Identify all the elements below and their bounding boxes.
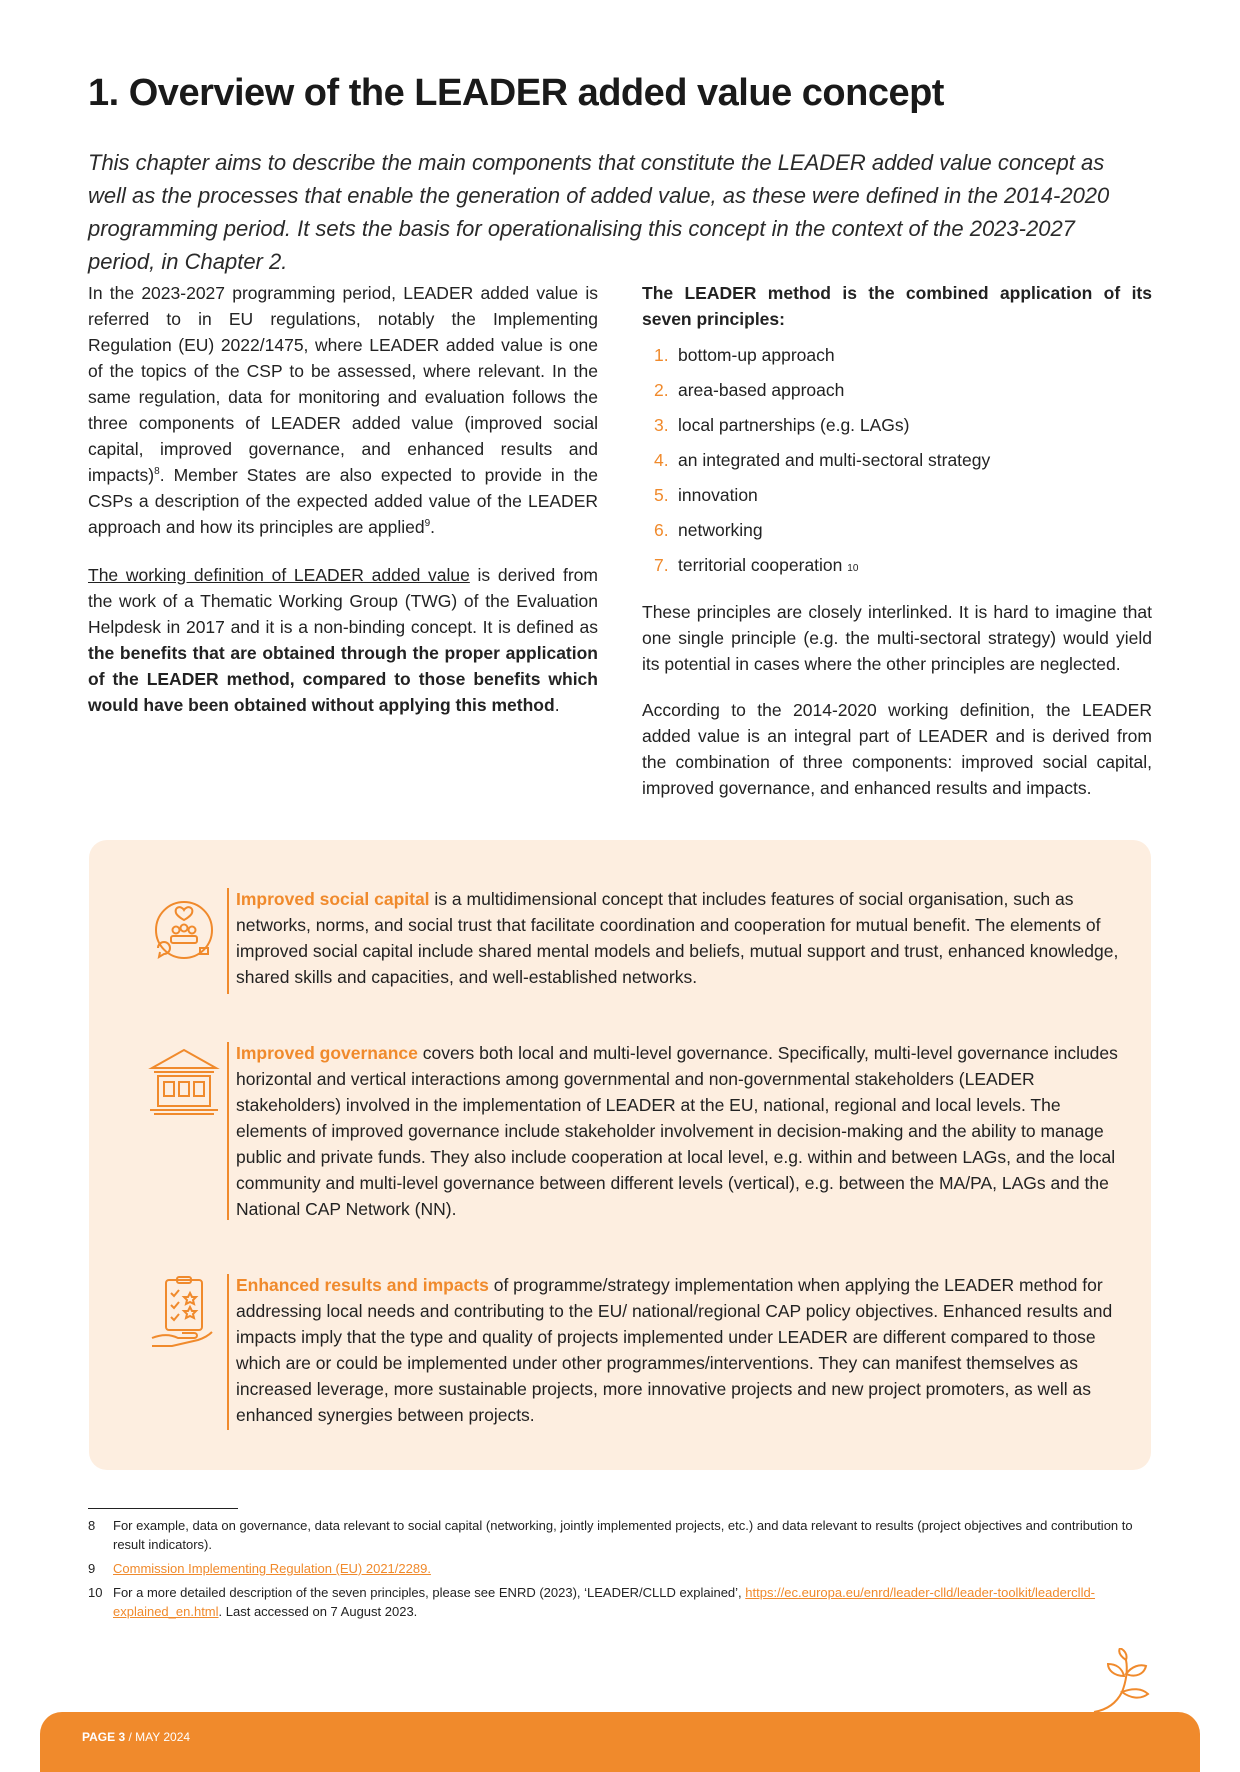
term-governance: Improved governance [236,1043,418,1063]
accent-bar [227,1042,229,1220]
principle-item: 1. bottom-up approach [654,345,835,365]
component-social-capital [146,886,1122,996]
left-column [88,280,598,734]
footnote-ref-9[interactable]: 9 [424,518,431,530]
page-number: PAGE 3 [82,1730,126,1744]
principles-list [642,342,1152,587]
paragraph-components: According to the 2014-2020 working definition, the LEADER added value is an integral part of LEADER and is derived from the combination of three components: improved social capital, improved governance, and enhanced results and impacts. [642,700,1152,798]
results-text: Enhanced results and impacts of programme/strategy implementation when applying the LEADER method for addressing local needs and contributing to the EU/ national/regional CAP policy objectives. Enhanced results and impacts imply that the type and quality of projects implemented under LEADER are different compared to those which are or could be implemented under other programmes/interventions. They can manifest themselves as increased leverage, more sustainable projects, more innovative projects and new project promoters, as well as enhanced synergies between projects. [236,1275,1113,1425]
paragraph-interlinked: These principles are closely interlinked. It is hard to imagine that one single principle (e.g. the multi-sectoral strategy) would yield its potential in cases where the other principles are neglected. [642,602,1152,674]
working-definition-link[interactable]: The working definition of LEADER added value [88,565,470,585]
definition-bold: the benefits that are obtained through the proper application of the LEADER method, compared to those benefits which would have been obtained without applying this method [88,643,598,715]
chapter-intro: This chapter aims to describe the main components that constitute the LEADER added value concept as well as the processes that enable the generation of added value, as these were defined in the 2014-2020 programming period. It sets the basis for operationalising this concept in the context of the 2023-2027 period, in Chapter 2. [88,150,1110,274]
government-building-icon [146,1044,222,1120]
principles-heading: The LEADER method is the combined application of its seven principles: [642,283,1152,329]
footnote-ref-8[interactable]: 8 [154,466,160,478]
checklist-hand-icon [146,1276,222,1352]
footnote-divider [88,1508,238,1509]
footnotes [88,1516,1152,1626]
sprout-icon [1092,1648,1162,1714]
component-results [146,1272,1122,1432]
principle-item: 2. area-based approach [654,380,845,400]
paragraph-working-definition: The working definition of LEADER added value is derived from the work of a Thematic Working Group (TWG) of the Evaluation Helpdesk in 2017 and it is a non-binding concept. It is defined as the benefits that are obtained through the proper application of the LEADER method, compared to those benefits which would have been obtained without applying this method. [88,565,598,715]
page-title: 1. Overview of the LEADER added value concept [88,72,944,114]
principle-item: 7. territorial cooperation 10 [654,555,859,575]
publication-date: MAY 2024 [135,1730,191,1744]
regulation-link[interactable]: Commission Implementing Regulation (EU) 2021/2289. [113,1561,431,1576]
social-capital-text: Improved social capital is a multidimensional concept that includes features of social organisation, such as networks, norms, and social trust that facilitate coordination and cooperation for mutual benefit. The elements of improved social capital include shared mental models and beliefs, mutual support and trust, enhanced knowledge, shared skills and capacities, and well-established networks. [236,889,1119,987]
paragraph-regulations: In the 2023-2027 programming period, LEADER added value is referred to in EU regulations, notably the Implementing Regulation (EU) 2022/1475, where LEADER added value is one of the topics of the CSP to be assessed, where relevant. In the same regulation, data for monitoring and evaluation follows the three components of LEADER added value (improved social capital, improved governance, and enhanced results and impacts)$^8$. Member States are also expected to provide in the CSPs a description of the expected added value of the LEADER approach and how its principles are applied$^9$. [88,283,598,537]
accent-bar [227,1274,229,1430]
governance-text: Improved governance covers both local and multi-level governance. Specifically, multi-level governance includes horizontal and vertical interactions among governmental and non-governmental stakeholders (LEADER stakeholders) involved in the implementation of LEADER at the EU, national, regional and local levels. The elements of improved governance include stakeholder involvement in decision-making and the ability to manage public and private funds. They also include cooperation at local level, e.g. within and between LAGs, and the local community and multi-level governance between different levels (vertical), e.g. between the MA/PA, LAGs and the National CAP Network (NN). [236,1043,1118,1219]
enrd-link[interactable]: https://ec.europa.eu/enrd/leader-clld/leader-toolkit/leaderclld-explained_en.html [113,1585,1096,1619]
accent-bar [227,888,229,994]
footnote-9: 9 Commission Implementing Regulation (EU) 2021/2289. [88,1561,431,1576]
right-column [642,280,1152,817]
principle-item: 3. local partnerships (e.g. LAGs) [654,415,910,435]
term-results: Enhanced results and impacts [236,1275,489,1295]
principle-item: 5. innovation [654,485,758,505]
term-social-capital: Improved social capital [236,889,430,909]
component-governance [146,1040,1122,1222]
social-network-icon [146,890,222,966]
footnote-10: 10 For a more detailed description of the seven principles, please see ENRD (2023), ‘LEADER/CLLD explained’, https://ec.europa.eu/enrd/leader-clld/leader-toolkit/leaderclld-explained_en.html. Last accessed on 7 August 2023. [88,1585,1096,1619]
principle-item: 6. networking [654,520,763,540]
principle-item: 4. an integrated and multi-sectoral strategy [654,450,991,470]
footnote-8: 8 For example, data on governance, data relevant to social capital (networking, jointly implemented projects, etc.) and data relevant to results (project objectives and contribution to result indicators). [88,1518,1133,1552]
page-footer: PAGE 3 / MAY 2024 [40,1712,1200,1772]
